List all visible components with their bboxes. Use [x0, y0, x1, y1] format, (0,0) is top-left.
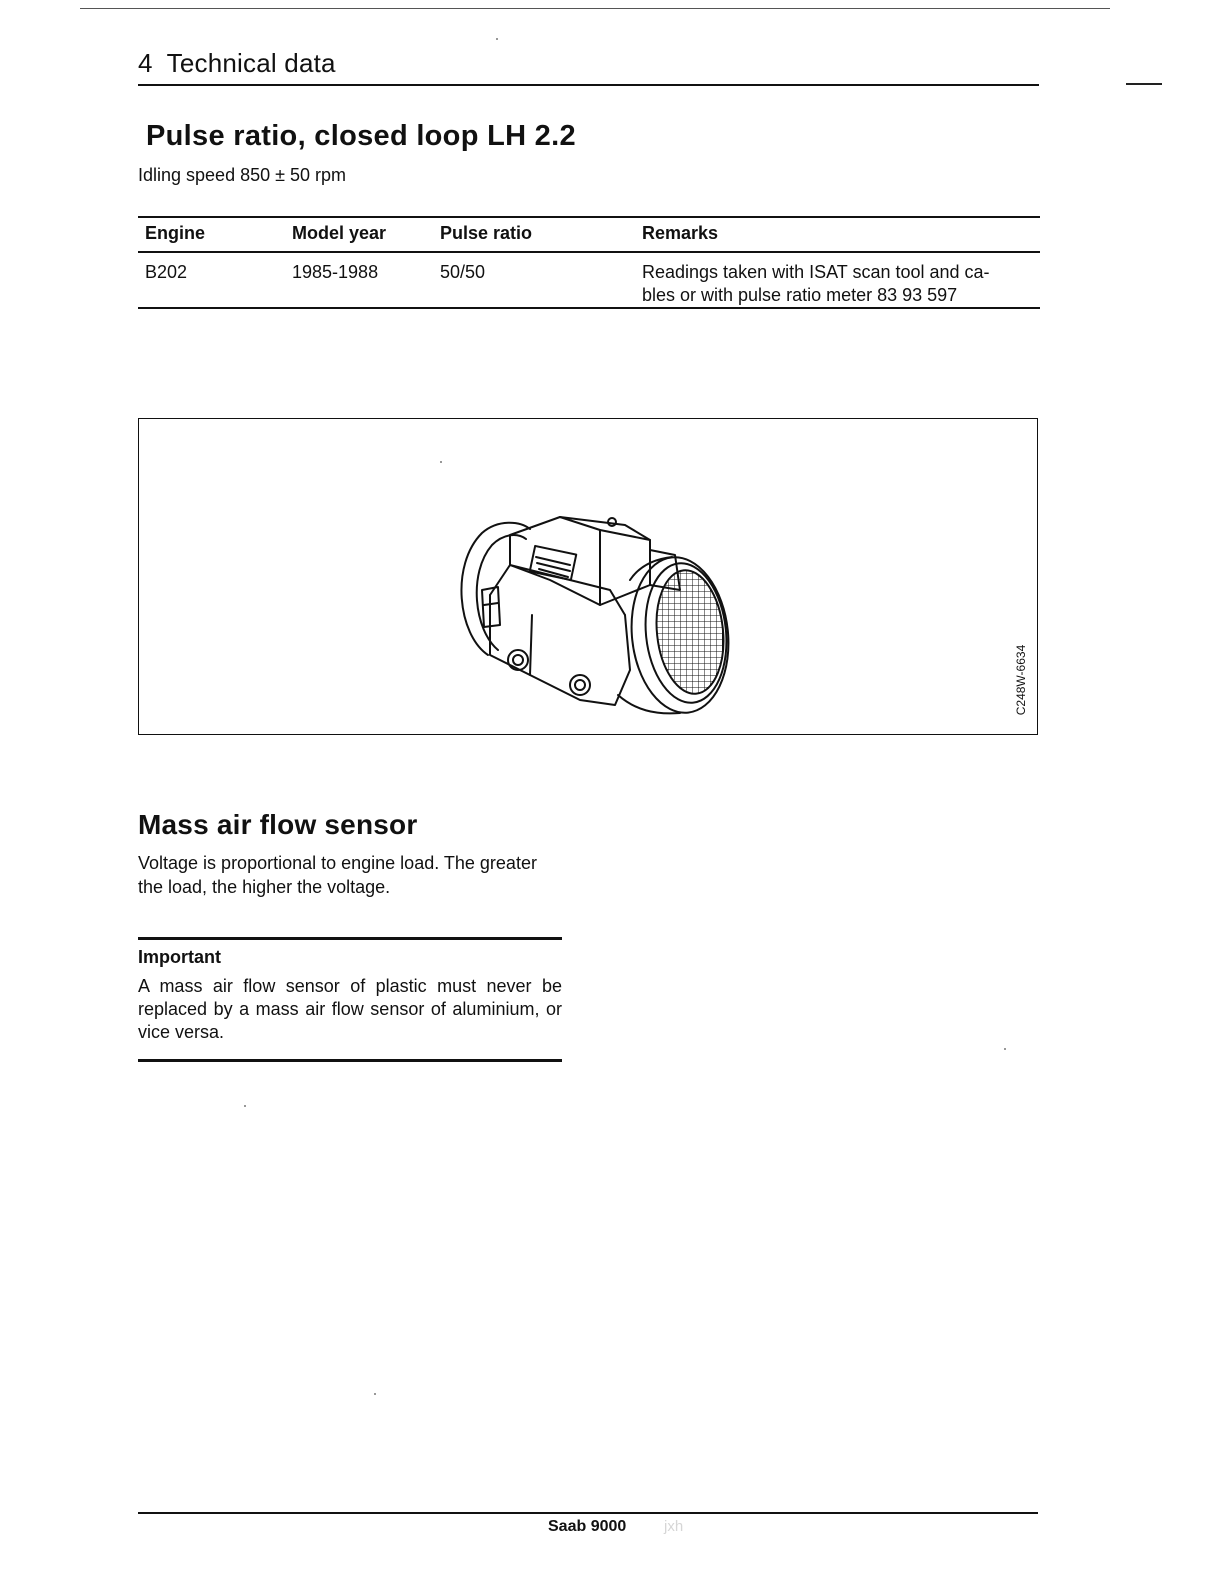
margin-mark	[1126, 83, 1162, 85]
mount-boss-1	[508, 650, 528, 670]
table-bottom-rule	[138, 307, 1040, 309]
remarks-line-1: Readings taken with ISAT scan tool and ca-	[642, 262, 990, 282]
scan-speck	[496, 38, 498, 40]
section-name: Technical data	[166, 48, 336, 78]
paragraph-line-2: the load, the higher the voltage.	[138, 877, 391, 897]
scan-speck	[440, 461, 442, 463]
scan-speck	[244, 1105, 246, 1107]
mount-boss-2	[570, 675, 590, 695]
cell-remarks	[642, 261, 1032, 307]
important-heading: Important	[138, 947, 221, 967]
section-heading-mass-air-flow: Mass air flow sensor	[138, 809, 418, 840]
important-text: A mass air flow sensor of plastic must never be replaced by a mass air flow sensor of aluminium, or vice versa.	[138, 976, 562, 1042]
header-rule	[138, 84, 1039, 86]
cell-model-year: 1985-1988	[292, 262, 379, 282]
top-scan-line	[80, 8, 1110, 9]
mass-air-flow-sensor-illustration	[440, 495, 740, 720]
table-header-rule	[138, 251, 1040, 253]
table-top-rule	[138, 216, 1040, 218]
footer-rule	[138, 1512, 1038, 1514]
col-header-remarks: Remarks	[642, 223, 719, 243]
page-title: Pulse ratio, closed loop LH 2.2	[146, 120, 576, 152]
col-header-engine: Engine	[145, 223, 206, 243]
col-header-model-year: Model year	[292, 223, 387, 243]
sensor-body	[490, 595, 630, 705]
page-number: 4	[138, 48, 153, 78]
footer-faint-mark: jxh	[664, 1518, 684, 1535]
idling-speed-subtitle: Idling speed 850 ± 50 rpm	[138, 165, 347, 185]
intake-mesh-grid	[640, 555, 740, 715]
important-top-rule	[138, 937, 562, 940]
footer-label: Saab 9000	[548, 1518, 627, 1535]
scan-speck	[1004, 1048, 1006, 1050]
page-header	[138, 48, 336, 79]
cell-engine: B202	[145, 262, 188, 282]
figure-code: C248W-6634	[1014, 644, 1028, 716]
important-bottom-rule	[138, 1059, 562, 1062]
scan-speck	[374, 1393, 376, 1395]
section-paragraph	[138, 851, 568, 899]
paragraph-line-1: Voltage is proportional to engine load. The greater	[138, 853, 537, 873]
remarks-line-2: bles or with pulse ratio meter 83 93 597	[642, 285, 958, 305]
cell-pulse-ratio: 50/50	[440, 262, 486, 282]
col-header-pulse-ratio: Pulse ratio	[440, 223, 533, 243]
